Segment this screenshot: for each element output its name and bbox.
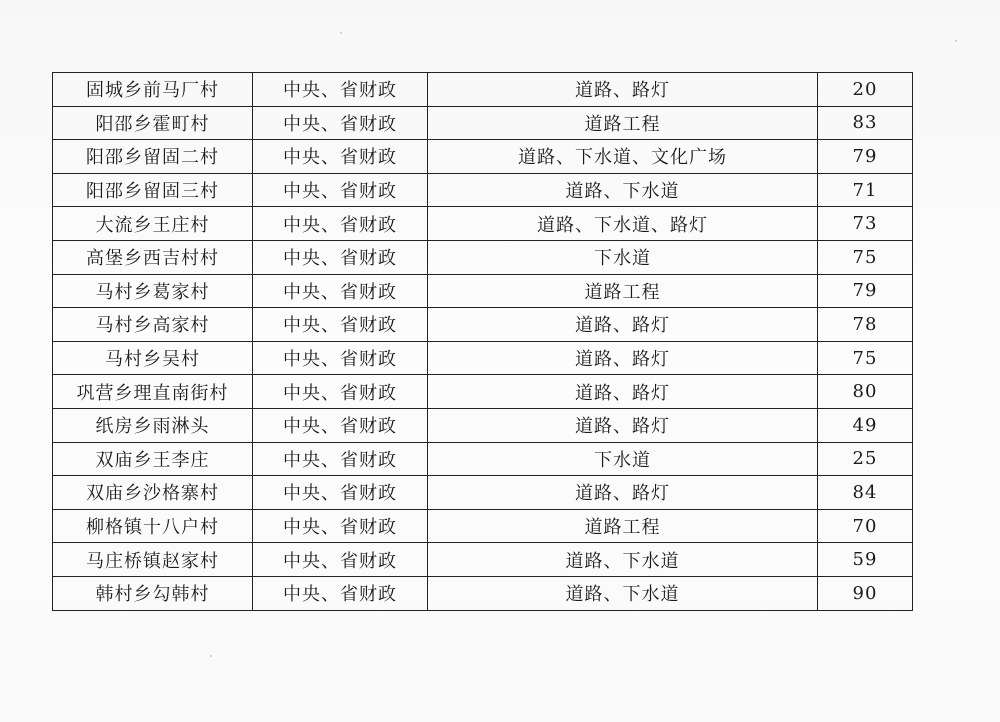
project-cell: 道路、路灯	[428, 308, 818, 342]
project-cell: 下水道	[428, 442, 818, 476]
funding-table-body	[53, 73, 913, 611]
village-cell: 阳邵乡留固三村	[53, 173, 253, 207]
amount-cell: 71	[818, 173, 913, 207]
village-cell: 阳邵乡霍町村	[53, 106, 253, 140]
amount-cell: 78	[818, 308, 913, 342]
village-cell: 双庙乡沙格寨村	[53, 476, 253, 510]
funding-source-cell: 中央、省财政	[253, 274, 428, 308]
scan-speck	[955, 40, 957, 42]
table-row	[53, 173, 913, 207]
funding-source-cell: 中央、省财政	[253, 476, 428, 510]
amount-cell: 80	[818, 375, 913, 409]
funding-source-cell: 中央、省财政	[253, 73, 428, 107]
funding-source-cell: 中央、省财政	[253, 442, 428, 476]
table-row	[53, 442, 913, 476]
table-row	[53, 140, 913, 174]
project-cell: 道路、下水道	[428, 173, 818, 207]
funding-table	[52, 72, 913, 611]
amount-cell: 84	[818, 476, 913, 510]
project-cell: 下水道	[428, 240, 818, 274]
project-cell: 道路、路灯	[428, 73, 818, 107]
funding-source-cell: 中央、省财政	[253, 140, 428, 174]
village-cell: 大流乡王庄村	[53, 207, 253, 241]
table-row	[53, 509, 913, 543]
funding-source-cell: 中央、省财政	[253, 375, 428, 409]
village-cell: 马村乡高家村	[53, 308, 253, 342]
village-cell: 阳邵乡留固二村	[53, 140, 253, 174]
amount-cell: 83	[818, 106, 913, 140]
table-row	[53, 476, 913, 510]
funding-source-cell: 中央、省财政	[253, 408, 428, 442]
amount-cell: 59	[818, 543, 913, 577]
table-row	[53, 274, 913, 308]
table-row	[53, 408, 913, 442]
village-cell: 固城乡前马厂村	[53, 73, 253, 107]
amount-cell: 75	[818, 341, 913, 375]
amount-cell: 90	[818, 576, 913, 610]
village-cell: 双庙乡王李庄	[53, 442, 253, 476]
table-row	[53, 308, 913, 342]
amount-cell: 73	[818, 207, 913, 241]
village-cell: 高堡乡西吉村村	[53, 240, 253, 274]
project-cell: 道路、下水道	[428, 543, 818, 577]
amount-cell: 79	[818, 140, 913, 174]
table-row	[53, 543, 913, 577]
funding-source-cell: 中央、省财政	[253, 576, 428, 610]
project-cell: 道路工程	[428, 274, 818, 308]
village-cell: 马村乡吴村	[53, 341, 253, 375]
project-cell: 道路、路灯	[428, 341, 818, 375]
funding-source-cell: 中央、省财政	[253, 509, 428, 543]
amount-cell: 75	[818, 240, 913, 274]
table-row	[53, 106, 913, 140]
table-row	[53, 341, 913, 375]
scan-speck	[210, 655, 212, 657]
funding-source-cell: 中央、省财政	[253, 173, 428, 207]
amount-cell: 70	[818, 509, 913, 543]
amount-cell: 25	[818, 442, 913, 476]
table-row	[53, 375, 913, 409]
village-cell: 韩村乡勾韩村	[53, 576, 253, 610]
project-cell: 道路工程	[428, 106, 818, 140]
funding-source-cell: 中央、省财政	[253, 341, 428, 375]
village-cell: 巩营乡理直南街村	[53, 375, 253, 409]
project-cell: 道路、下水道、文化广场	[428, 140, 818, 174]
project-cell: 道路、路灯	[428, 476, 818, 510]
amount-cell: 49	[818, 408, 913, 442]
project-cell: 道路、路灯	[428, 375, 818, 409]
funding-source-cell: 中央、省财政	[253, 543, 428, 577]
table-row	[53, 240, 913, 274]
village-cell: 纸房乡雨淋头	[53, 408, 253, 442]
funding-source-cell: 中央、省财政	[253, 308, 428, 342]
scan-speck	[340, 32, 342, 34]
table-row	[53, 576, 913, 610]
funding-source-cell: 中央、省财政	[253, 207, 428, 241]
project-cell: 道路、路灯	[428, 408, 818, 442]
table-row	[53, 207, 913, 241]
village-cell: 柳格镇十八户村	[53, 509, 253, 543]
amount-cell: 20	[818, 73, 913, 107]
project-cell: 道路工程	[428, 509, 818, 543]
funding-source-cell: 中央、省财政	[253, 106, 428, 140]
village-cell: 马庄桥镇赵家村	[53, 543, 253, 577]
amount-cell: 79	[818, 274, 913, 308]
village-cell: 马村乡葛家村	[53, 274, 253, 308]
project-cell: 道路、下水道	[428, 576, 818, 610]
project-cell: 道路、下水道、路灯	[428, 207, 818, 241]
funding-source-cell: 中央、省财政	[253, 240, 428, 274]
table-row	[53, 73, 913, 107]
